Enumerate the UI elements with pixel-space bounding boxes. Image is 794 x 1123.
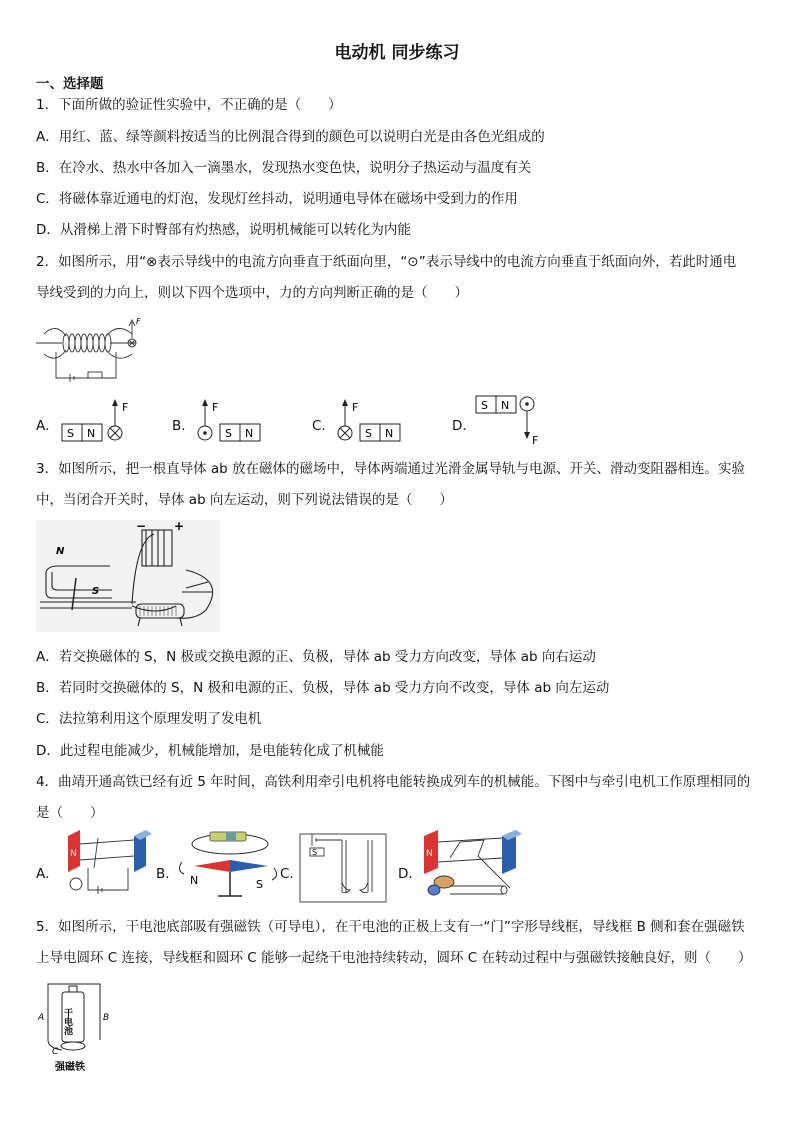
q4-stem-line1: 4．曲靖开通高铁已经有近 5 年时间，高铁利用牵引电机将电能转换成列车的机械能。下图中与牵引电机工作原理相同的	[36, 774, 751, 790]
q4-opt-b-label: B．	[156, 866, 179, 882]
q3-option-a: A．若交换磁体的 S，N 极或交换电源的正、负极，导体 ab 受力方向改变，导体 ab 向右运动	[36, 649, 596, 665]
svg-text:干电池: 干电池	[62, 1008, 72, 1035]
svg-text:强磁铁: 强磁铁	[55, 1062, 85, 1073]
q5-stem-line1: 5．如图所示，干电池底部吸有强磁铁（可导电），在干电池的正极上支有一“门”字形导线框，导线框 B 侧和套在强磁铁	[36, 919, 745, 935]
svg-text:F: F	[212, 401, 219, 414]
q2-opt-c-figure	[334, 396, 414, 446]
svg-text:C: C	[52, 1047, 59, 1057]
q2-fig-f-label: F	[136, 317, 141, 326]
q2-opt-c-label: C．	[312, 418, 335, 434]
svg-text:S: S	[481, 399, 488, 412]
svg-text:N: N	[245, 427, 254, 440]
svg-text:S: S	[225, 427, 232, 440]
q3-option-b: B．若同时交换磁体的 S，N 极和电源的正、负极，导体 ab 受力方向不改变，导体 ab 向左运动	[36, 680, 610, 696]
q1-option-a: A．用红、蓝、绿等颜料按适当的比例混合得到的颜色可以说明白光是由各色光组成的	[36, 129, 545, 145]
svg-text:N: N	[426, 849, 433, 859]
q1-option-b: B．在冷水、热水中各加入一滴墨水，发现热水变色快，说明分子热运动与温度有关	[36, 160, 532, 176]
q2-opt-d-label: D．	[452, 418, 476, 434]
svg-text:B: B	[103, 1013, 110, 1023]
svg-text:S: S	[256, 878, 263, 891]
svg-text:N: N	[385, 427, 394, 440]
svg-text:F: F	[352, 401, 359, 414]
q4-opt-c-figure	[298, 832, 390, 904]
q1-stem: 1．下面所做的验证性实验中，不正确的是（ ）	[36, 97, 342, 113]
svg-text:N: N	[190, 874, 199, 887]
q4-opt-a-label: A．	[36, 866, 59, 882]
q3-stem-line1: 3．如图所示，把一根直导体 ab 放在磁体的磁场中，导体两端通过光滑金属导轨与电源、开关、滑动变阻器相连。实验	[36, 461, 746, 477]
svg-text:S: S	[312, 848, 318, 857]
q3-option-d: D．此过程电能减少，机械能增加，是电能转化成了机械能	[36, 743, 384, 759]
q4-opt-d-label: D．	[398, 866, 422, 882]
q4-opt-d-figure	[420, 828, 522, 904]
q2-opt-b-figure	[194, 396, 274, 446]
q4-opt-a-figure	[58, 828, 152, 904]
q5-stem-line2: 上导电圆环 C 连接，导线框和圆环 C 能够一起绕干电池持续转动，圆环 C 在转动过程中与强磁铁接触良好，则（ ）	[36, 950, 752, 966]
q2-opt-a-figure	[58, 396, 138, 446]
svg-text:S: S	[92, 586, 100, 597]
q2-opt-a-label: A．	[36, 418, 59, 434]
svg-text:N: N	[87, 427, 96, 440]
section-heading: 一、选择题	[36, 76, 104, 92]
svg-text:A: A	[38, 1013, 45, 1023]
q3-stem-line2: 中，当闭合开关时，导体 ab 向左运动，则下列说法错误的是（ ）	[36, 492, 453, 508]
svg-text:N: N	[56, 546, 65, 557]
svg-text:F: F	[532, 434, 539, 447]
q2-solenoid-figure	[36, 314, 148, 386]
q5-battery-motor-figure	[36, 978, 116, 1076]
svg-text:S: S	[67, 427, 74, 440]
svg-text:+: +	[174, 520, 185, 533]
svg-text:N: N	[501, 399, 510, 412]
svg-text:F: F	[122, 401, 129, 414]
q4-stem-line2: 是（ ）	[36, 805, 104, 821]
q2-stem-line2: 导线受到的力向上，则以下四个选项中，力的方向判断正确的是（ ）	[36, 285, 468, 301]
svg-text:S: S	[365, 427, 372, 440]
q1-option-c: C．将磁体靠近通电的灯泡，发现灯丝抖动，说明通电导体在磁场中受到力的作用	[36, 191, 518, 207]
q2-opt-d-figure	[474, 392, 554, 448]
svg-text:−: −	[136, 520, 147, 533]
svg-text:N: N	[70, 849, 77, 859]
q3-rail-experiment-figure	[36, 520, 220, 632]
q2-stem-line1: 2．如图所示，用“⊗表示导线中的电流方向垂直于纸面向里，“⊙”表示导线中的电流方向垂直于纸面向外，若此时通电	[36, 254, 737, 270]
q1-option-d: D．从滑梯上滑下时臀部有灼热感，说明机械能可以转化为内能	[36, 222, 411, 238]
q4-opt-c-label: C．	[280, 866, 303, 882]
page-title: 电动机 同步练习	[334, 43, 460, 63]
q3-option-c: C．法拉第利用这个原理发明了发电机	[36, 711, 262, 727]
q2-opt-b-label: B．	[172, 418, 195, 434]
q4-opt-b-figure	[176, 826, 280, 904]
